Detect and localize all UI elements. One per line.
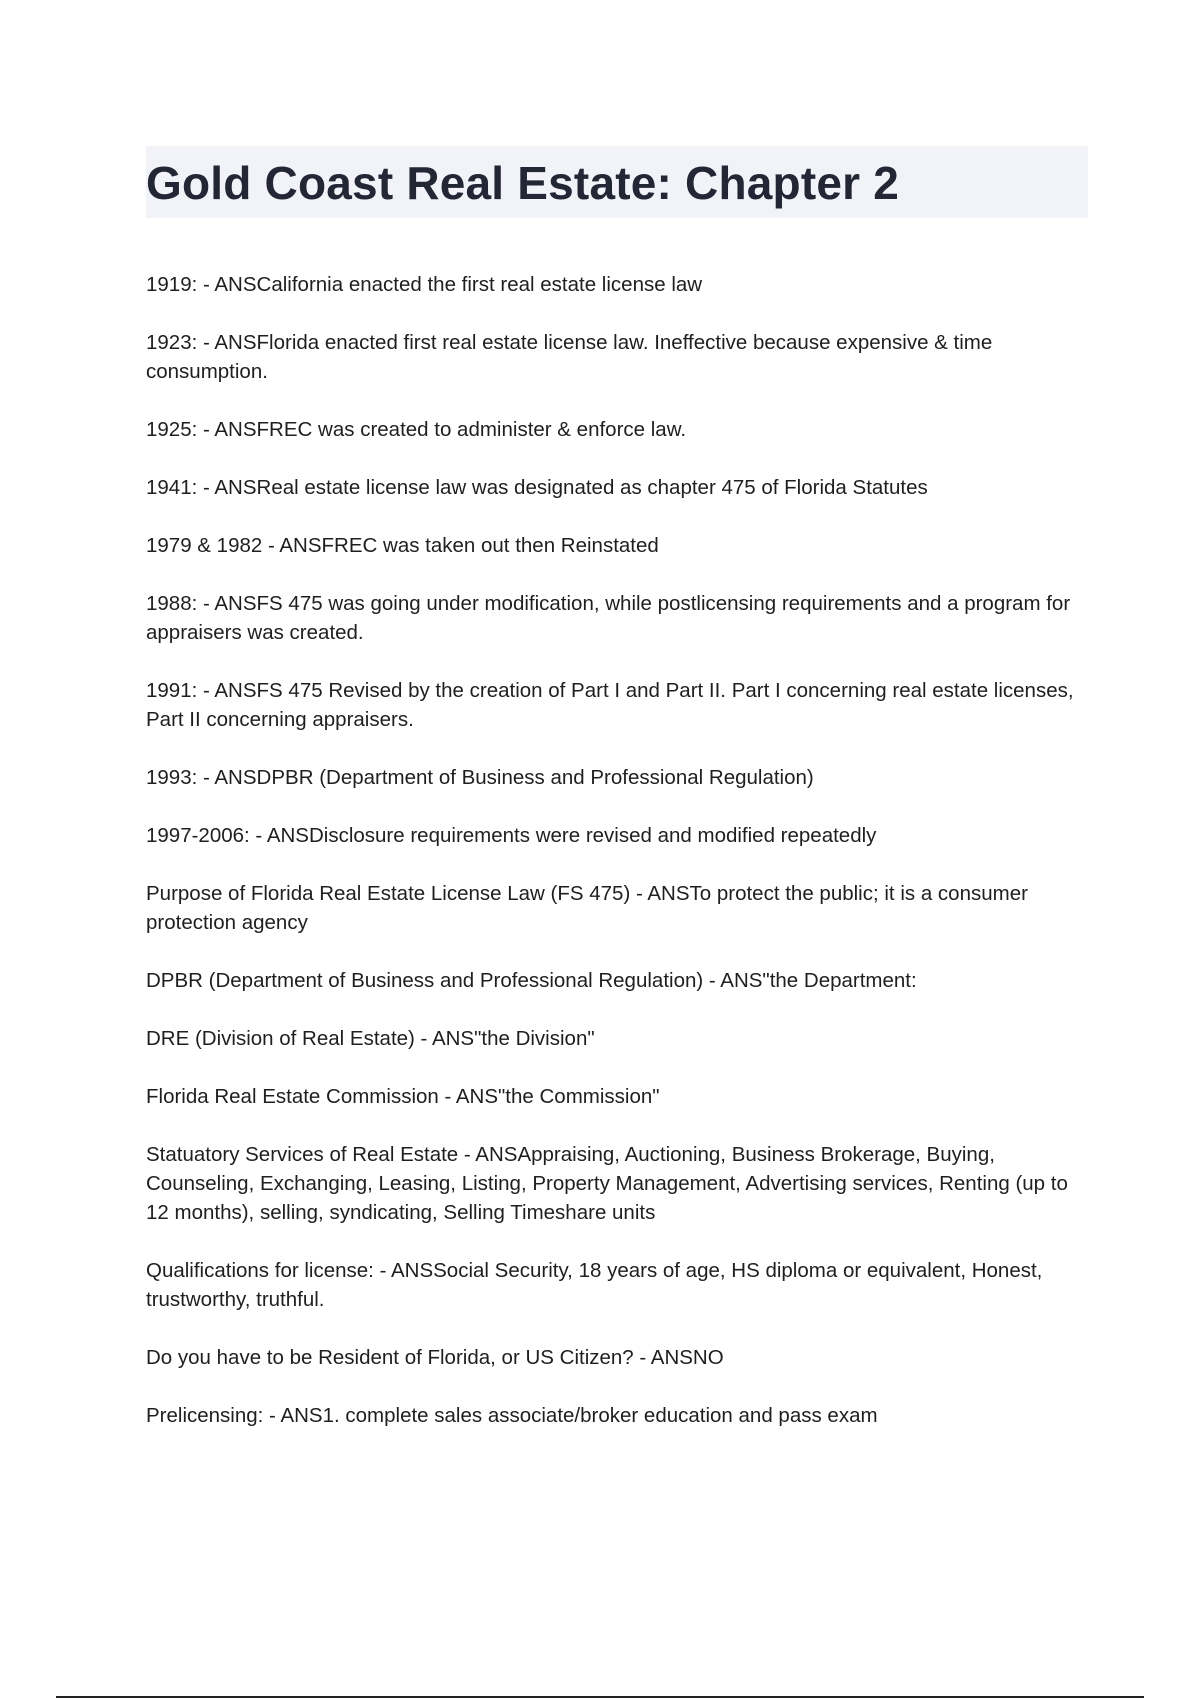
qa-entry: Statuatory Services of Real Estate - ANSAppraising, Auctioning, Business Brokerage, Buying, Counseling, Exchanging, Leasing, Listing, Property Management, Advertising services, Renting (up to 12 months), selling, syndicating, Selling Timeshare units [146, 1143, 1068, 1224]
qa-entry: 1997-2006: - ANSDisclosure requirements were revised and modified repeatedly [146, 824, 877, 847]
page-title: Gold Coast Real Estate: Chapter 2 [146, 157, 899, 209]
qa-entry: 1925: - ANSFREC was created to administer & enforce law. [146, 418, 687, 441]
qa-entry: 1993: - ANSDPBR (Department of Business and Professional Regulation) [146, 766, 814, 789]
qa-entry: DPBR (Department of Business and Professional Regulation) - ANS"the Department: [146, 969, 917, 992]
title-banner [146, 146, 1088, 218]
qa-entry: 1941: - ANSReal estate license law was designated as chapter 475 of Florida Statutes [146, 476, 928, 499]
qa-entry: DRE (Division of Real Estate) - ANS"the Division" [146, 1027, 595, 1050]
footer-divider [56, 1696, 1144, 1698]
qa-entry: 1979 & 1982 - ANSFREC was taken out then Reinstated [146, 534, 659, 557]
qa-entry: 1919: - ANSCalifornia enacted the first real estate license law [146, 273, 703, 296]
qa-entry: 1991: - ANSFS 475 Revised by the creation of Part I and Part II. Part I concerning real estate licenses, Part II concerning appraisers. [146, 679, 1074, 731]
qa-entry: Qualifications for license: - ANSSocial Security, 18 years of age, HS diploma or equivalent, Honest, trustworthy, truthful. [146, 1259, 1043, 1311]
qa-entry: 1988: - ANSFS 475 was going under modification, while postlicensing requirements and a program for appraisers was created. [146, 592, 1071, 644]
qa-entry: Purpose of Florida Real Estate License Law (FS 475) - ANSTo protect the public; it is a consumer protection agency [146, 882, 1028, 934]
qa-entry: 1923: - ANSFlorida enacted first real estate license law. Ineffective because expensive & time consumption. [146, 331, 993, 383]
qa-entry: Prelicensing: - ANS1. complete sales associate/broker education and pass exam [146, 1404, 878, 1427]
qa-entry: Florida Real Estate Commission - ANS"the Commission" [146, 1085, 660, 1108]
qa-entry: Do you have to be Resident of Florida, or US Citizen? - ANSNO [146, 1346, 724, 1369]
qa-list [146, 270, 1086, 1459]
